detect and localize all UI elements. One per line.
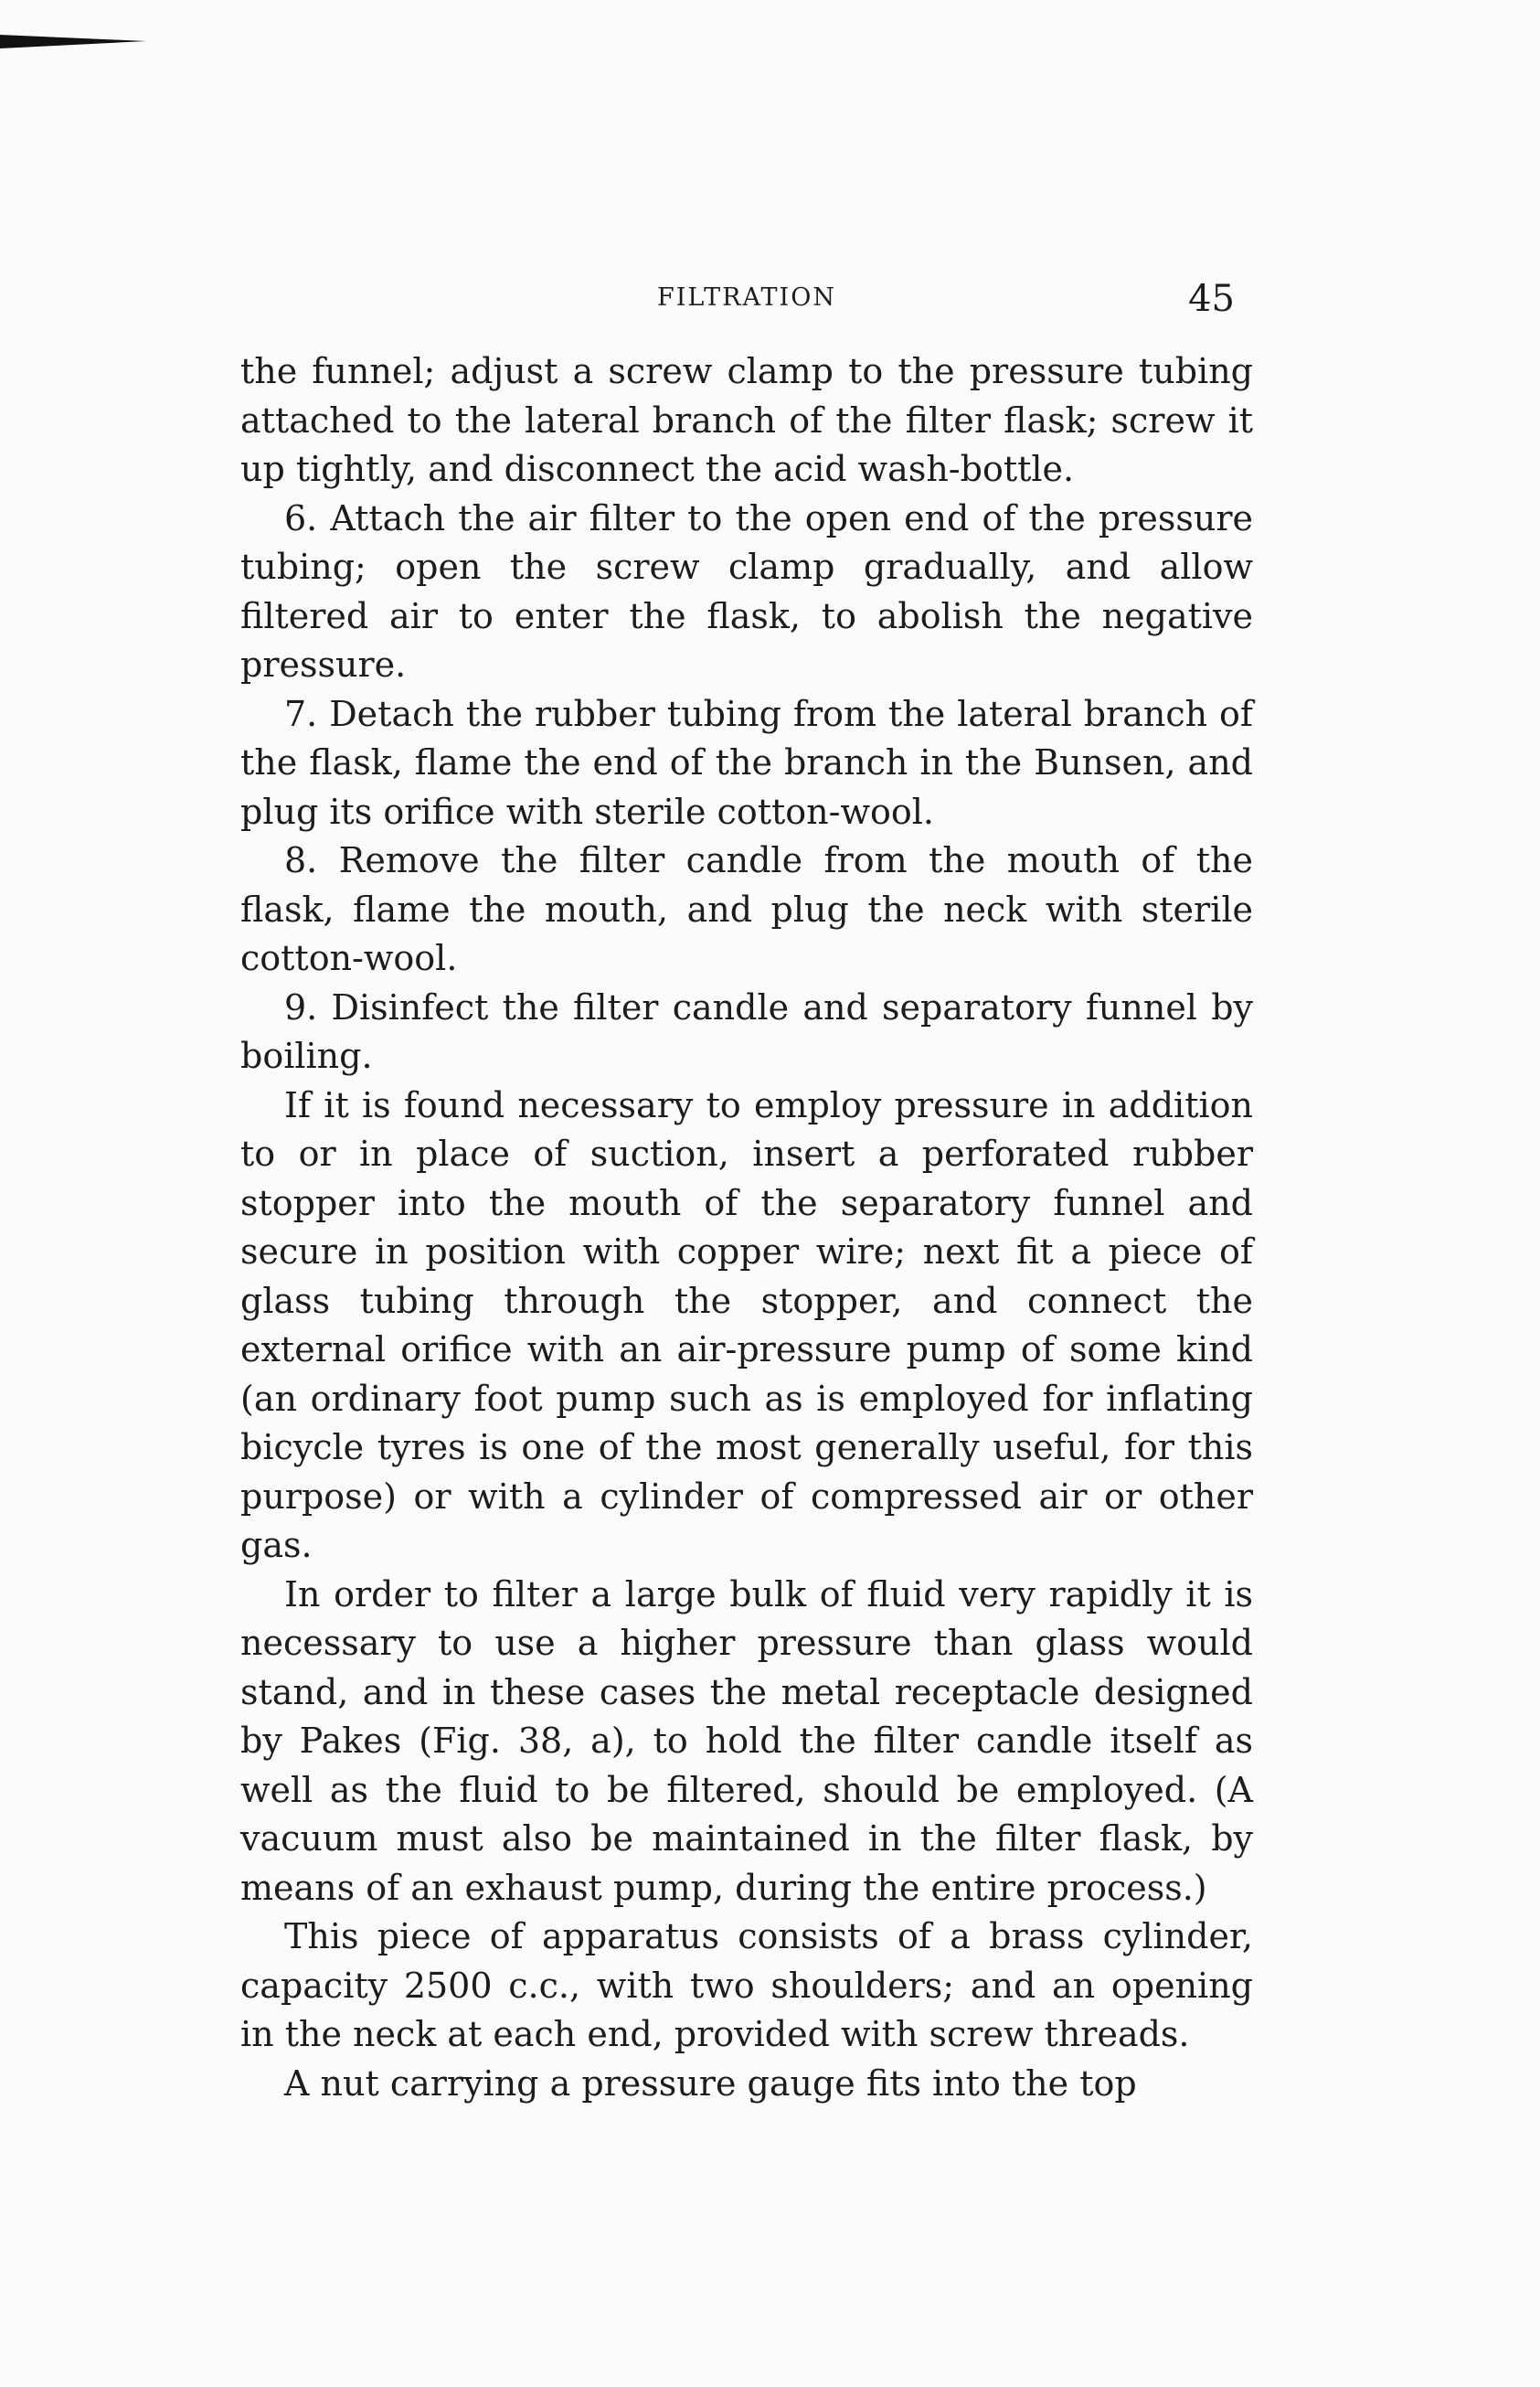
page-corner-mark — [0, 35, 146, 48]
paragraph: 9. Disinfect the filter candle and separatory funnel by boiling. — [240, 986, 1253, 1076]
running-head — [240, 280, 1253, 325]
paragraph: A nut carrying a pressure gauge fits into the top — [284, 2062, 1137, 2104]
body-text — [240, 347, 1253, 2108]
paragraph: In order to filter a large bulk of fluid very rapidly it is necessary to use a higher pressure than glass would stand, and in these cases the metal receptacle designed by Pakes (Fig. 38, a), to hold the filter candle itself as well as the fluid to be filtered, should be employed. (A vacuum must also be maintained in the filter flask, by means of an exhaust pump, during the entire process.) — [240, 1573, 1253, 1908]
paragraph: This piece of apparatus consists of a brass cylinder, capacity 2500 c.c., with two shoulders; and an opening in the neck at each end, provided with screw threads. — [240, 1916, 1253, 2054]
paragraph: the funnel; adjust a screw clamp to the pressure tubing attached to the lateral branch of the filter flask; screw it up tightly, and disconnect the acid wash-bottle. — [240, 351, 1253, 489]
running-title: FILTRATION — [657, 283, 836, 312]
paragraph: 8. Remove the filter candle from the mouth of the flask, flame the mouth, and plug the neck with sterile cotton-wool. — [240, 840, 1253, 978]
paragraph: If it is found necessary to employ pressure in addition to or in place of suction, insert a perforated rubber stopper into the mouth of the separatory funnel and secure in position with copper wire; next fit a piece of glass tubing through the stopper, and connect the external orifice with an air-pressure pump of some kind (an ordinary foot pump such as is employed for inflating bicycle tyres is one of the most generally useful, for this purpose) or with a cylinder of compressed air or other gas. — [240, 1084, 1253, 1565]
paragraph: 7. Detach the rubber tubing from the lateral branch of the flask, flame the end of the branch in the Bunsen, and plug its orifice with sterile cotton-wool. — [240, 693, 1253, 832]
paragraph: 6. Attach the air filter to the open end of the pressure tubing; open the screw clamp gradually, and allow filtered air to enter the flask, to abolish the negative pressure. — [240, 497, 1253, 685]
page-number: 45 — [1188, 278, 1235, 320]
